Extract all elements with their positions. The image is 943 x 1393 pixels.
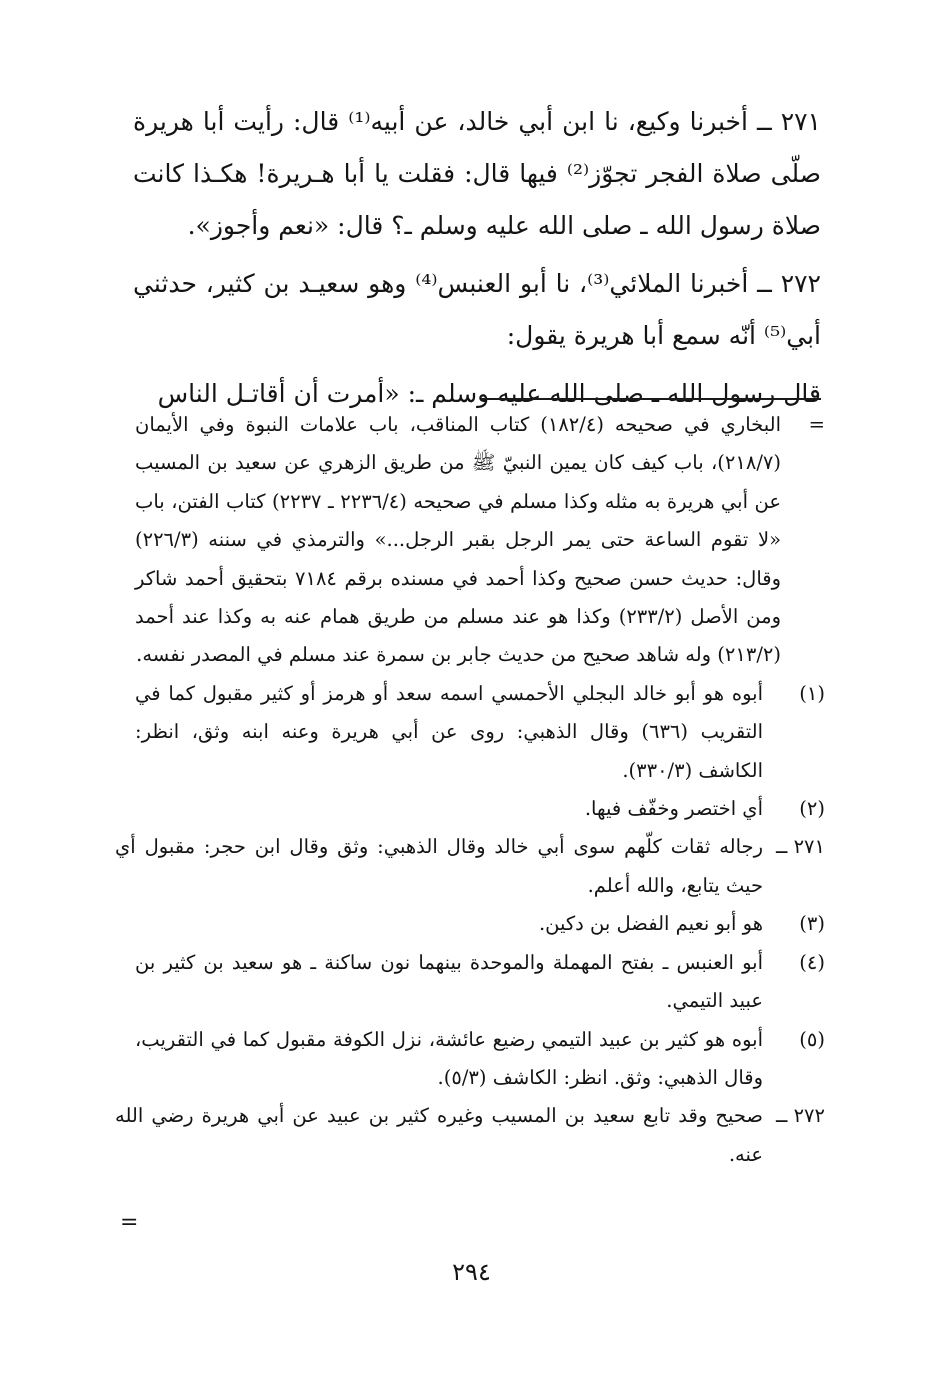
footnote-text: رجاله ثقات كلّهم سوى أبي خالد وقال الذهبي: وثق وقال ابن حجر: مقبول أي حيث يتابع، والله أعلم. xyxy=(115,835,763,897)
footnote-ref-271 xyxy=(115,828,825,905)
footnote-marker: (١) xyxy=(799,681,825,705)
hadith-272: ٢٧٢ ــ أخبرنا الملائي⁽³⁾، نا أبو العنبس⁽⁴⁾ وهو سعيـد بن كثير، حدثني أبي⁽⁵⁾ أنّه سمع أبا هريرة يقول: xyxy=(133,269,821,350)
footnote-ref-272 xyxy=(115,1097,825,1174)
footnote-text: أي اختصر وخفّف فيها. xyxy=(584,797,763,821)
footnote-marker: (٢) xyxy=(799,797,825,821)
footnote-text: صحيح وقد تابع سعيد بن المسيب وغيره كثير بن عبيد عن أبي هريرة رضي الله عنه. xyxy=(115,1104,763,1166)
footnote-text: أبوه هو أبو خالد البجلي الأحمسي اسمه سعد أو هرمز أو كثير مقبول كما في التقريب (٦٣٦) وقال الذهبي: روى عن أبي هريرة وعنه ابنه وثق، انظر: الكاشف (٣٣٠/٣). xyxy=(135,681,764,782)
footnotes xyxy=(115,406,825,1174)
footnote-text: البخاري في صحيحه (١٨٢/٤) كتاب المناقب، باب علامات النبوة وفي الأيمان (٢١٨/٧)، باب كيف كان يمين النبيّ ﷺ من طريق الزهري عن سعيد بن المسيب عن أبي هريرة به مثله وكذا مسلم في صحيحه (٢٢٣٦/٤ ـ ٢٢٣٧) كتاب الفتن، باب «لا تقوم الساعة حتى يمر الرجل بقبر الرجل...» والترمذي في سننه (٢٢٦/٣) وقال: حديث حسن صحيح وكذا أحمد في مسنده برقم ٧١٨٤ بتحقيق أحمد شاكر ومن الأصل (٢٣٣/٢) وكذا هو عند مسلم من طريق همام عنه به وكذا عند أحمد (٢١٣/٢) وله شاهد صحيح من حديث جابر بن سمرة عند مسلم في المصدر نفسه. xyxy=(135,413,781,667)
continuation-mark: = xyxy=(120,1210,139,1235)
hadith-271: ٢٧١ ــ أخبرنا وكيع، نا ابن أبي خالد، عن أبيه⁽¹⁾ قال: رأيت أبا هريرة صلّى صلاة الفجر تجوّز⁽²⁾ فيها قال: فقلت يا أبا هـريرة! هكـذا كانت صلاة رسول الله ـ صلى الله عليه وسلم ـ؟ قال: «نعم وأجوز». xyxy=(133,107,821,240)
footnote-4 xyxy=(135,944,825,1021)
footnote-marker: ٢٧١ ــ xyxy=(775,835,825,859)
main-text xyxy=(133,96,821,420)
footnote-text: أبوه هو كثير بن عبيد التيمي رضيع عائشة، نزل الكوفة مقبول كما في التقريب، وقال الذهبي: وثق. انظر: الكاشف (٥/٣). xyxy=(135,1027,763,1089)
footnote-1 xyxy=(135,675,825,790)
footnote-separator xyxy=(481,398,821,400)
footnote-text: أبو العنبس ـ بفتح المهملة والموحدة بينهما نون ساكنة ـ هو سعيد بن كثير بن عبيد التيمي. xyxy=(135,950,763,1013)
page-number: ٢٩٤ xyxy=(452,1258,491,1286)
hadith-272-continuation: قال رسول الله ـ صلى الله عليه وسلم ـ: «أمرت أن أقاتـل الناس xyxy=(157,379,821,408)
footnote-marker: = xyxy=(808,413,825,436)
footnote-text: هو أبو نعيم الفضل بن دكين. xyxy=(538,912,763,936)
footnote-5 xyxy=(135,1021,825,1098)
footnote-marker: ٢٧٢ ــ xyxy=(775,1104,825,1128)
footnote-3 xyxy=(135,905,825,943)
footnote-marker: (٣) xyxy=(799,912,825,936)
footnote-continued xyxy=(135,406,825,675)
footnote-marker: (٤) xyxy=(799,950,825,974)
footnote-marker: (٥) xyxy=(799,1027,825,1051)
footnote-2 xyxy=(135,790,825,828)
